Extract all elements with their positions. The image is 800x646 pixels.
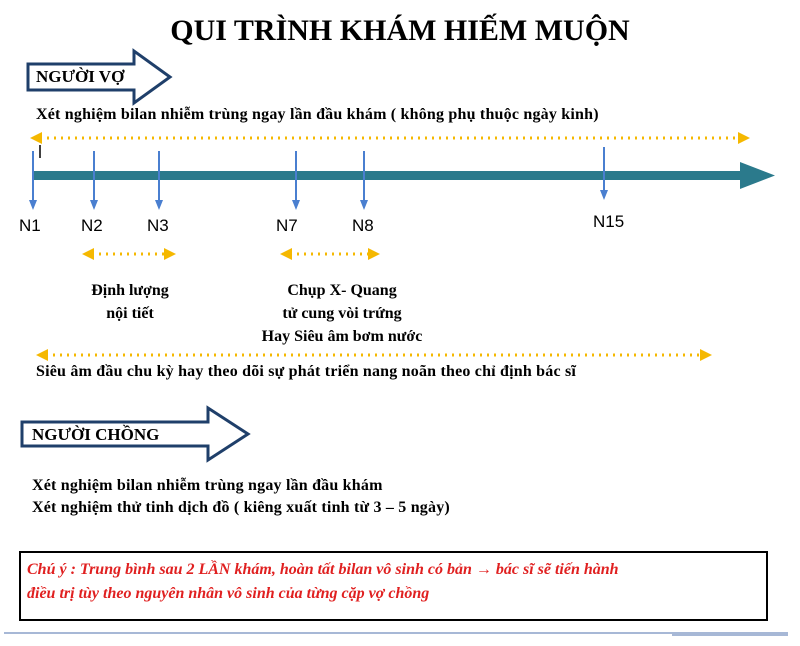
note-line-1-end: bác sĩ sẽ tiến hành — [491, 561, 619, 578]
day-label-n7: N7 — [276, 216, 298, 235]
first-visit-range-left-head — [30, 132, 42, 144]
day-label-n3: N3 — [147, 216, 169, 235]
timeline-bar — [32, 171, 744, 180]
day-arrow-n1-head — [29, 200, 37, 210]
hormone-test-line-2: nội tiết — [106, 305, 154, 322]
day-label-n15: N15 — [593, 212, 625, 231]
wife-first-visit-tests: Xét nghiệm bilan nhiễm trùng ngay lần đầu khám ( không phụ thuộc ngày kinh) — [36, 106, 599, 123]
wife-ultrasound-text: Siêu âm đầu chu kỳ hay theo dõi sự phát triển nang noãn theo chỉ định bác sĩ — [36, 363, 577, 380]
hormone-range-right-head — [164, 248, 176, 260]
husband-test-line-2: Xét nghiệm thử tinh dịch đồ ( kiêng xuất tinh từ 3 – 5 ngày) — [32, 499, 450, 516]
first-visit-range-right-head — [738, 132, 750, 144]
day-arrow-n2-head — [90, 200, 98, 210]
right-arrow-icon: → — [475, 561, 492, 578]
day-label-n1: N1 — [19, 216, 41, 235]
day-arrow-n15-head — [600, 190, 608, 200]
husband-test-line-1: Xét nghiệm bilan nhiễm trùng ngay lần đầu khám — [32, 477, 383, 494]
hormone-range-left-head — [82, 248, 94, 260]
day-label-n2: N2 — [81, 216, 103, 235]
wife-label: NGƯỜI VỢ — [36, 67, 125, 86]
ultrasound-range-left-head — [36, 349, 48, 361]
day-label-n8: N8 — [352, 216, 374, 235]
day-arrow-n8-head — [360, 200, 368, 210]
xray-range-right-head — [368, 248, 380, 260]
husband-label: NGƯỜI CHỒNG — [32, 425, 160, 444]
hormone-test-line-1: Định lượng — [91, 282, 169, 299]
hormone-test-text — [60, 279, 200, 325]
note-line-1 — [27, 561, 619, 579]
xray-text — [232, 279, 452, 348]
xray-range-left-head — [280, 248, 292, 260]
day-arrow-n7-head — [292, 200, 300, 210]
ultrasound-range-right-head — [700, 349, 712, 361]
timeline-arrowhead — [740, 162, 775, 189]
note-line-1-start: Chú ý : Trung bình sau 2 LẦN khám, hoàn tất bilan vô sinh có bản — [27, 561, 476, 578]
xray-line-1: Chụp X- Quang — [287, 282, 397, 299]
xray-line-3: Hay Siêu âm bơm nước — [261, 328, 423, 345]
xray-line-2: tử cung vòi trứng — [282, 305, 402, 322]
page-title: QUI TRÌNH KHÁM HIẾM MUỘN — [170, 14, 630, 47]
note-line-2: điều trị tùy theo nguyên nhân vô sinh của từng cặp vợ chồng — [27, 585, 430, 602]
day-arrow-n3-head — [155, 200, 163, 210]
